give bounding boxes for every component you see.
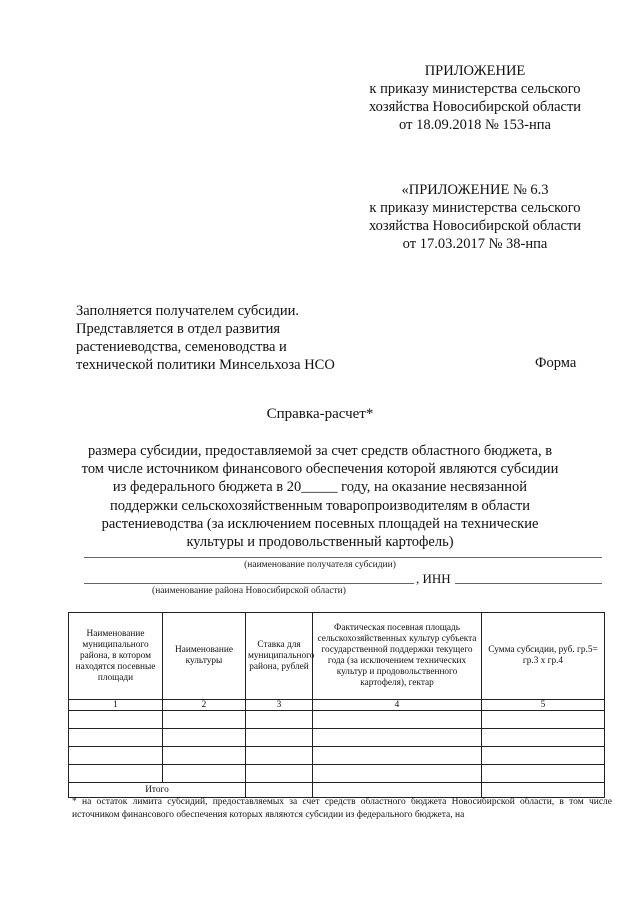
recipient-caption: (наименование получателя субсидии) — [244, 560, 396, 570]
district-caption: (наименование района Новосибирской области) — [152, 586, 346, 596]
appendix-title: «ПРИЛОЖЕНИЕ № 6.3 — [401, 182, 549, 198]
table-row — [69, 729, 605, 747]
submission-line: Заполняется получателем субсидии. — [76, 303, 299, 319]
table-cell[interactable] — [313, 765, 482, 783]
total-label-cell: Итого — [69, 783, 246, 798]
submission-line: Представляется в отдел развития — [76, 321, 281, 337]
appendix-title: ПРИЛОЖЕНИЕ — [424, 63, 526, 79]
appendix-header-2 — [340, 181, 610, 253]
footnote: * на остаток лимита субсидий, предоставляемых за счет средств областного бюджета Новосибирской области, в том числе источником финансового обеспечения которых являются субсидии из федерального бюджета, на — [72, 797, 612, 820]
submission-line: технической политики Минсельхоза НСО — [76, 357, 335, 373]
form-label: Форма — [535, 355, 577, 371]
column-number: 4 — [313, 700, 482, 711]
table-cell[interactable] — [163, 747, 246, 765]
table-cell[interactable] — [482, 711, 605, 729]
table-cell[interactable] — [313, 747, 482, 765]
table-cell[interactable] — [246, 729, 313, 747]
table-cell[interactable] — [313, 711, 482, 729]
submission-line: растениеводства, семеноводства и — [76, 339, 287, 355]
table-cell[interactable] — [482, 765, 605, 783]
table-row — [69, 747, 605, 765]
table-cell[interactable] — [163, 729, 246, 747]
table-cell[interactable] — [246, 765, 313, 783]
table-number-row — [69, 700, 605, 711]
appendix-line: к приказу министерства сельского — [369, 200, 581, 216]
column-number: 5 — [482, 700, 605, 711]
table-header-row — [69, 613, 605, 700]
column-number: 2 — [163, 700, 246, 711]
appendix-line: хозяйства Новосибирской области — [368, 99, 582, 115]
header-amount: Сумма субсидии, руб. гр.5= гр.3 х гр.4 — [482, 613, 605, 700]
district-field-line[interactable] — [84, 583, 414, 584]
table-cell[interactable] — [69, 765, 163, 783]
header-area: Фактическая посевная площадь сельскохозяйственных культур субъекта государственной поддержки текущего года (за исключением технических культур и продовольственного картофеля), гектар — [313, 613, 482, 700]
document-title: Справка-расчет* — [266, 406, 374, 422]
table-cell[interactable] — [163, 711, 246, 729]
table-cell[interactable] — [482, 729, 605, 747]
header-district: Наименование муниципального района, в котором находятся посевные площади — [69, 613, 163, 700]
table-row — [69, 711, 605, 729]
submission-note — [76, 302, 356, 374]
table-cell[interactable] — [69, 747, 163, 765]
column-number: 3 — [246, 700, 313, 711]
table-cell[interactable] — [246, 747, 313, 765]
appendix-line: к приказу министерства сельского — [369, 81, 581, 97]
table-cell[interactable] — [69, 729, 163, 747]
subsidy-table — [68, 612, 605, 798]
table-cell[interactable] — [163, 765, 246, 783]
document-description: размера субсидии, предоставляемой за счет средств областного бюджета, в том числе источником финансового обеспечения которой являются субсидии из федерального бюджета в 20_____ году, на оказание несвязанной поддержки сельскохозяйственным товаропроизводителям в области растениеводства (за исключением посевных площадей на технические культуры и продовольственный картофель) — [81, 443, 559, 551]
header-rate: Ставка для муниципального района, рублей — [246, 613, 313, 700]
appendix-header-1 — [340, 62, 610, 134]
table-cell[interactable] — [313, 729, 482, 747]
table-cell[interactable] — [69, 711, 163, 729]
inn-label: , ИНН — [416, 571, 451, 586]
header-crop: Наименование культуры — [163, 613, 246, 700]
appendix-line: хозяйства Новосибирской области — [368, 218, 582, 234]
table-cell[interactable] — [482, 747, 605, 765]
recipient-field-line[interactable] — [84, 557, 602, 558]
column-number: 1 — [69, 700, 163, 711]
inn-field-line[interactable] — [455, 583, 602, 584]
table-cell[interactable] — [246, 711, 313, 729]
table-row — [69, 765, 605, 783]
appendix-line: от 17.03.2017 № 38-нпа — [402, 236, 548, 252]
appendix-line: от 18.09.2018 № 153-нпа — [399, 117, 551, 133]
